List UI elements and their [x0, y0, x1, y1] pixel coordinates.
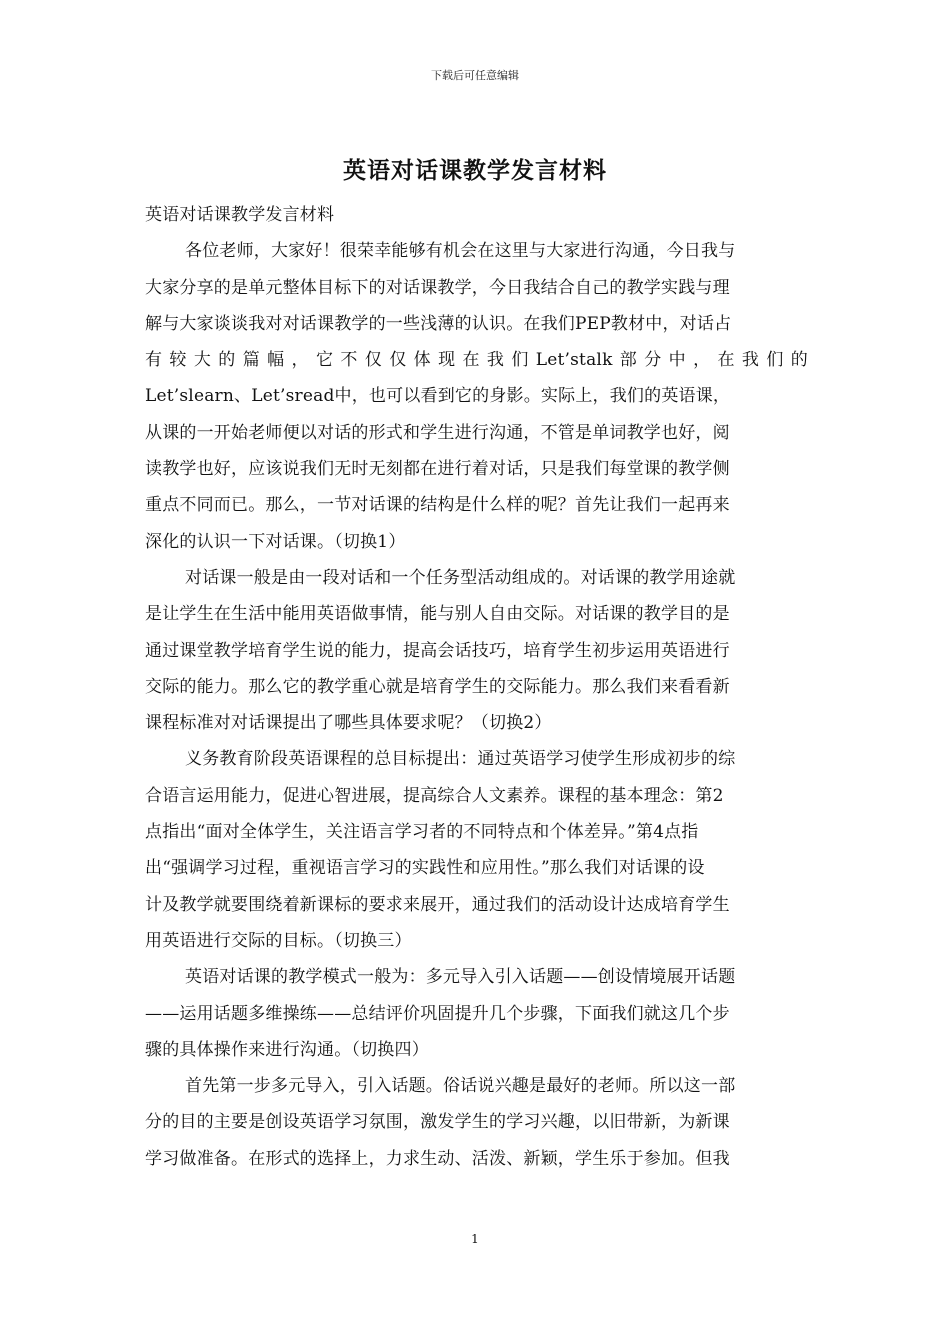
- paragraph-line: 合语言运用能力，促进心智进展，提高综合人文素养。课程的基本理念：第2: [145, 785, 724, 806]
- paragraph-line: 通过课堂教学培育学生说的能力，提高会话技巧，培育学生初步运用英语进行: [145, 640, 730, 661]
- paragraph-line: 骤的具体操作来进行沟通。（切换四）: [145, 1039, 429, 1060]
- paragraph-line: 对话课一般是由一段对话和一个任务型活动组成的。对话课的教学用途就: [185, 567, 736, 588]
- paragraph-line: 英语对话课的教学模式一般为：多元导入引入话题——创设情境展开话题: [185, 967, 736, 988]
- paragraph-line: 点指出“面对全体学生，关注语言学习者的不同特点和个体差异。”第4点指: [145, 822, 699, 843]
- paragraph-line: 课程标准对对话课提出了哪些具体要求呢？（切换2）: [145, 713, 552, 734]
- paragraph-line: 学习做准备。在形式的选择上，力求生动、活泼、新颖，学生乐于参加。但我: [145, 1148, 730, 1169]
- paragraph-line: Let’slearn、Let’sread中，也可以看到它的身影。实际上，我们的英语课，: [145, 386, 731, 407]
- paragraph-line: 各位老师，大家好！很荣幸能够有机会在这里与大家进行沟通，今日我与: [185, 241, 736, 262]
- paragraph-line: 出“强调学习过程，重视语言学习的实践性和应用性。”那么我们对话课的设: [145, 858, 705, 879]
- paragraph-line: 大家分享的是单元整体目标下的对话课教学，今日我结合自己的教学实践与理: [145, 277, 730, 298]
- paragraph-line: 重点不同而已。那么，一节对话课的结构是什么样的呢？首先让我们一起再来: [145, 495, 730, 516]
- subtitle-line: 英语对话课教学发言材料: [145, 205, 335, 225]
- paragraph-line: 是让学生在生活中能用英语做事情，能与别人自由交际。对话课的教学目的是: [145, 604, 730, 625]
- paragraph-line: 计及教学就要围绕着新课标的要求来展开，通过我们的活动设计达成培育学生: [145, 894, 730, 915]
- page-number: 1: [471, 1232, 479, 1246]
- document-body: [145, 197, 808, 1177]
- paragraph-line: 用英语进行交际的目标。（切换三）: [145, 930, 412, 951]
- paragraph-line: 深化的认识一下对话课。（切换1）: [145, 531, 406, 552]
- paragraph-line: 分的目的主要是创设英语学习氛围，激发学生的学习兴趣，以旧带新，为新课: [145, 1112, 730, 1133]
- paragraph-line: 义务教育阶段英语课程的总目标提出：通过英语学习使学生形成初步的综: [185, 749, 736, 770]
- paragraph-line: 解与大家谈谈我对对话课教学的一些浅薄的认识。在我们PEP教材中，对话占: [145, 313, 732, 334]
- header-note: 下载后可任意编辑: [431, 69, 519, 82]
- document-title: 英语对话课教学发言材料: [343, 157, 607, 184]
- paragraph-line: 从课的一开始老师便以对话的形式和学生进行沟通，不管是单词教学也好，阅: [145, 422, 730, 443]
- paragraph-line: 首先第一步多元导入，引入话题。俗话说兴趣是最好的老师。所以这一部: [185, 1076, 736, 1097]
- paragraph-line: ——运用话题多维操练——总结评价巩固提升几个步骤，下面我们就这几个步: [145, 1003, 730, 1024]
- paragraph-line: 交际的能力。那么它的教学重心就是培育学生的交际能力。那么我们来看看新: [145, 676, 730, 697]
- paragraph-line: 读教学也好，应该说我们无时无刻都在进行着对话，只是我们每堂课的教学侧: [145, 459, 730, 480]
- paragraph-line: 有 较 大 的 篇 幅 ， 它 不 仅 仅 体 现 在 我 们 Let’stalk 部 分 中 ， 在 我 们 的: [145, 350, 808, 371]
